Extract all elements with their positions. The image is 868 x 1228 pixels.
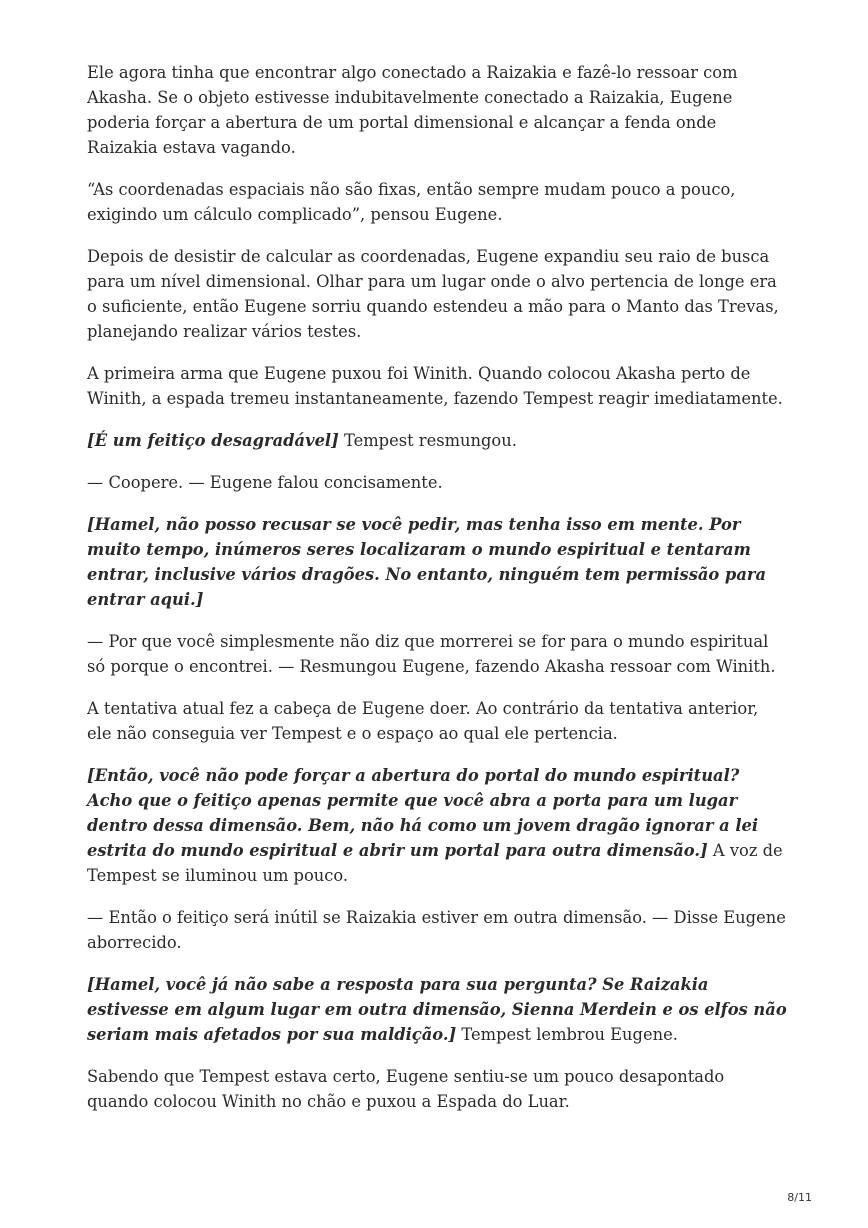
paragraph-text: Tempest resmungou.: [338, 431, 517, 450]
paragraph-11: [87, 905, 787, 955]
paragraph-4: [87, 361, 787, 411]
paragraph-text: Sabendo que Tempest estava certo, Eugene sentiu-se um pouco desapontado quando colocou Winith no chão e puxou a Espada do Luar.: [87, 1067, 725, 1111]
paragraph-text: — Por que você simplesmente não diz que morrerei se for para o mundo espiritual só porque o encontrei. — Resmungou Eugene, fazendo Akasha ressoar com Winith.: [87, 632, 776, 676]
paragraph-10: [87, 763, 787, 888]
paragraph-9: [87, 696, 787, 746]
paragraph-text: Ele agora tinha que encontrar algo conectado a Raizakia e fazê-lo ressoar com Akasha. Se o objeto estivesse indubitavelmente conectado a Raizakia, Eugene poderia forçar a abertura de um portal dimensional e alcançar a fenda onde Raizakia estava vagando.: [87, 63, 738, 157]
page-number: 8/11: [787, 1191, 812, 1204]
paragraph-8: [87, 629, 787, 679]
spirit-speech: [Hamel, não posso recusar se você pedir, mas tenha isso em mente. Por muito tempo, inúmeros seres localizaram o mundo espiritual e tentaram entrar, inclusive vários dragões. No entanto, ninguém tem permissão para entrar aqui.]: [87, 515, 766, 609]
paragraph-text: A primeira arma que Eugene puxou foi Winith. Quando colocou Akasha perto de Winith, a espada tremeu instantaneamente, fazendo Tempest reagir imediatamente.: [87, 364, 783, 408]
paragraph-text: A voz de Tempest se iluminou um pouco.: [87, 841, 783, 885]
document-body: [87, 60, 787, 1131]
paragraph-5: [87, 428, 787, 453]
paragraph-2: [87, 177, 787, 227]
spirit-speech: [É um feitiço desagradável]: [87, 431, 339, 450]
paragraph-text: Depois de desistir de calcular as coordenadas, Eugene expandiu seu raio de busca para um nível dimensional. Olhar para um lugar onde o alvo pertencia de longe era o suficiente, então Eugene sorriu quando estendeu a mão para o Manto das Trevas, planejando realizar vários testes.: [87, 247, 779, 341]
paragraph-text: — Coopere. — Eugene falou concisamente.: [87, 473, 443, 492]
paragraph-6: [87, 470, 787, 495]
paragraph-text: Tempest lembrou Eugene.: [456, 1025, 678, 1044]
paragraph-1: [87, 60, 787, 160]
paragraph-text: “As coordenadas espaciais não são fixas, então sempre mudam pouco a pouco, exigindo um cálculo complicado”, pensou Eugene.: [87, 180, 736, 224]
spirit-speech: [Hamel, você já não sabe a resposta para sua pergunta? Se Raizakia estivesse em algum lugar em outra dimensão, Sienna Merdein e os elfos não seriam mais afetados por sua maldição.]: [87, 975, 787, 1044]
paragraph-12: [87, 972, 787, 1047]
paragraph-text: — Então o feitiço será inútil se Raizakia estiver em outra dimensão. — Disse Eugene aborrecido.: [87, 908, 786, 952]
paragraph-7: [87, 512, 787, 612]
paragraph-3: [87, 244, 787, 344]
paragraph-13: [87, 1064, 787, 1114]
paragraph-text: A tentativa atual fez a cabeça de Eugene doer. Ao contrário da tentativa anterior, ele não conseguia ver Tempest e o espaço ao qual ele pertencia.: [87, 699, 759, 743]
spirit-speech: [Então, você não pode forçar a abertura do portal do mundo espiritual? Acho que o feitiço apenas permite que você abra a porta para um lugar dentro dessa dimensão. Bem, não há como um jovem dragão ignorar a lei estrita do mundo espiritual e abrir um portal para outra dimensão.]: [87, 766, 759, 860]
